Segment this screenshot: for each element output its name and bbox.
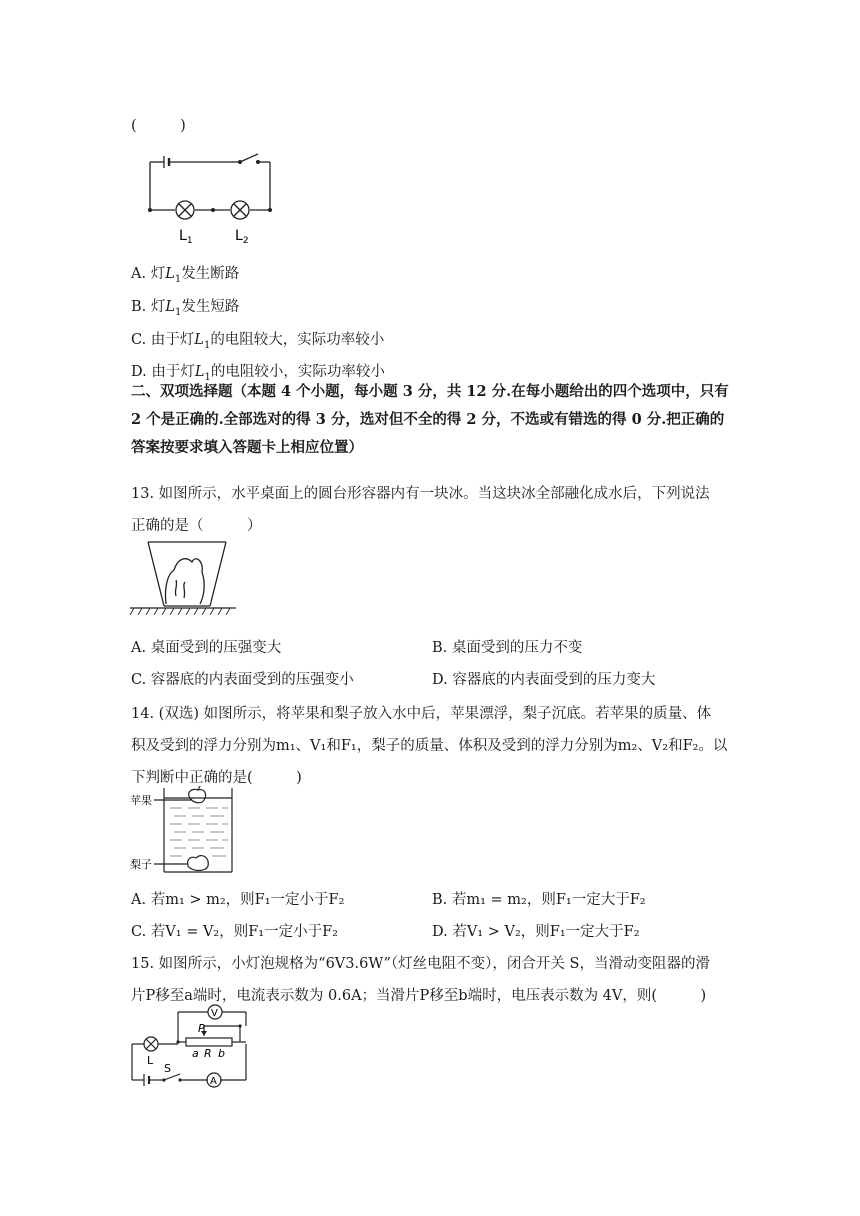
section2-heading-line2: 2 个是正确的.全部选对的得 3 分，选对但不全的得 2 分，不选或有错选的得 0 分.把正确的 <box>131 411 725 428</box>
q15-voltmeter-label: V <box>211 1008 218 1019</box>
q12-lamp1-label: $L_1$ <box>179 228 193 246</box>
q12-option-a: A. 灯$L_1$发生断路 <box>131 266 240 285</box>
q14-option-c: C. 若V₁ = V₂，则F₁一定小于F₂ <box>131 924 338 940</box>
q15-lamp-label: L <box>147 1054 154 1067</box>
q15-stem-line1: 15. 如图所示，小灯泡规格为“6V3.6W”（灯丝电阻不变），闭合开关 S，当滑动变阻器的滑 <box>131 956 710 972</box>
section2-heading-line3: 答案按要求填入答题卡上相应位置） <box>131 439 363 456</box>
q14-option-a: A. 若m₁ > m₂，则F₁一定小于F₂ <box>131 892 345 908</box>
q14-stem-line3: 下判断中正确的是( ) <box>131 770 302 786</box>
q14-option-b: B. 若m₁ = m₂，则F₁一定大于F₂ <box>432 892 646 908</box>
q13-stem-line1: 13. 如图所示，水平桌面上的圆台形容器内有一块冰。当这块冰全部融化成水后，下列说法 <box>131 486 710 502</box>
q15-slider-label: P <box>198 1022 205 1035</box>
q14-fruit-in-water-figure <box>128 786 238 874</box>
q12-option-c: C. 由于灯$L_1$的电阻较大，实际功率较小 <box>131 332 385 351</box>
q15-switch-label: S <box>164 1062 171 1075</box>
q12-series-circuit-figure <box>140 148 280 248</box>
q14-apple-label: 苹果 <box>130 794 152 807</box>
q12-lamp2-label: $L_2$ <box>235 228 249 246</box>
q12-answer-paren: ( ) <box>131 118 186 134</box>
section2-heading-line1: 二、双项选择题（本题 4 个小题，每小题 3 分，共 12 分.在每小题给出的四个选项中，只有 <box>131 383 729 400</box>
q12-option-b: B. 灯$L_1$发生短路 <box>131 299 240 318</box>
q13-option-a: A. 桌面受到的压强变大 <box>131 640 282 656</box>
q12-option-d: D. 由于灯$L_1$的电阻较小，实际功率较小 <box>131 364 385 383</box>
q13-option-d: D. 容器底的内表面受到的压力变大 <box>432 672 656 688</box>
q14-pear-label: 梨子 <box>130 858 152 871</box>
q14-stem-line2: 积及受到的浮力分别为m₁、V₁和F₁，梨子的质量、体积及受到的浮力分别为m₂、V₂和F₂。以 <box>131 738 728 754</box>
q15-rheostat-circuit-figure <box>128 1004 258 1092</box>
q13-stem-line2: 正确的是（ ） <box>131 518 262 534</box>
q14-option-d: D. 若V₁ > V₂，则F₁一定大于F₂ <box>432 924 640 940</box>
q13-option-c: C. 容器底的内表面受到的压强变小 <box>131 672 354 688</box>
q15-ammeter-label: A <box>210 1076 217 1087</box>
q14-stem-line1: 14. (双选) 如图所示，将苹果和梨子放入水中后，苹果漂浮，梨子沉底。若苹果的质量、体 <box>131 706 712 722</box>
q13-option-b: B. 桌面受到的压力不变 <box>432 640 583 656</box>
q13-container-ice-figure <box>128 536 238 618</box>
q15-stem-line2: 片P移至a端时，电流表示数为 0.6A；当滑片P移至b端时，电压表示数为 4V，则( ) <box>131 988 707 1004</box>
q15-rheostat-b-label: b <box>218 1047 225 1060</box>
q15-rheostat-r-label: R <box>204 1047 212 1060</box>
q15-rheostat-a-label: a <box>192 1047 199 1060</box>
